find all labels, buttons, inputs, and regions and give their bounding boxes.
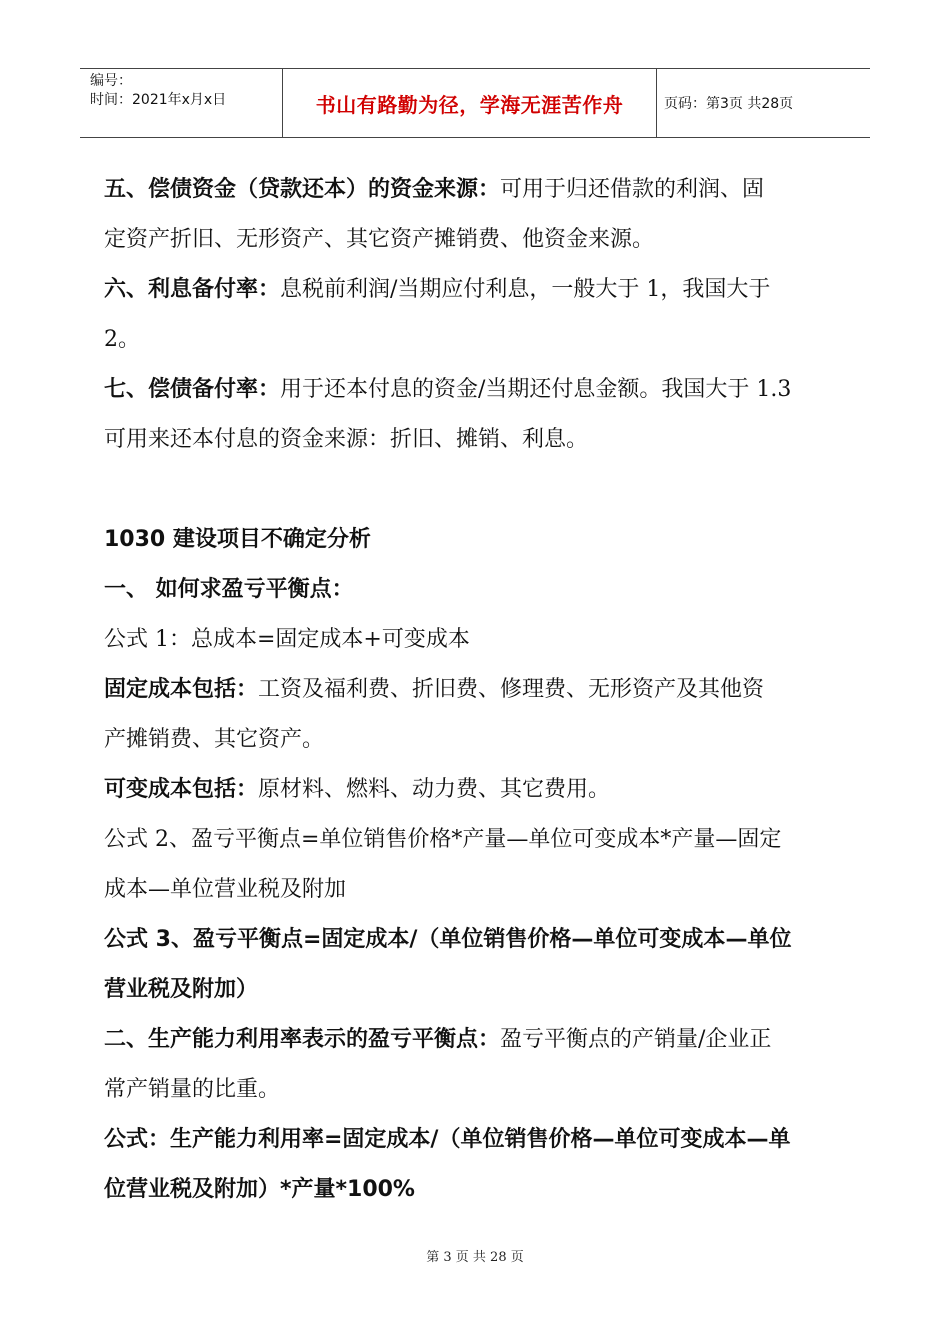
fixed-cost-line-2: 产摊销费、其它资产。 — [104, 727, 325, 752]
header-page-info: 页码：第3页 共28页 — [664, 96, 794, 112]
formula-2-line-2: 成本—单位营业税及附加 — [104, 877, 347, 902]
page-header — [80, 68, 870, 138]
part-2-line-1 — [104, 1015, 849, 1065]
section-5-heading: 五、偿债资金（贷款还本）的资金来源： — [104, 177, 501, 202]
section-6-heading: 六、利息备付率： — [104, 277, 281, 302]
section-7-text: 用于还本付息的资金/当期还付息金额。我国大于 1.3 — [280, 377, 792, 402]
part-1-heading: 一、 如何求盈亏平衡点： — [104, 577, 354, 602]
part-2-line-2: 常产销量的比重。 — [104, 1077, 281, 1102]
formula-2-line-1: 公式 2、盈亏平衡点=单位销售价格*产量—单位可变成本*产量—固定 — [104, 827, 782, 852]
variable-cost-text: 原材料、燃料、动力费、其它费用。 — [258, 777, 611, 802]
page-footer: 第 3 页 共 28 页 — [426, 1250, 524, 1265]
section-6-line-1 — [104, 265, 849, 315]
formula-4-line-2: 位营业税及附加）*产量*100% — [104, 1177, 415, 1202]
section-7-line-2: 可用来还本付息的资金来源：折旧、摊销、利息。 — [104, 427, 589, 452]
formula-3-line-1: 公式 3、盈亏平衡点=固定成本/（单位销售价格—单位可变成本—单位 — [104, 927, 792, 952]
variable-cost-heading: 可变成本包括： — [104, 777, 259, 802]
formula-4-line-1: 公式：生产能力利用率=固定成本/（单位销售价格—单位可变成本—单 — [104, 1127, 791, 1152]
header-motto: 书山有路勤为径，学海无涯苦作舟 — [282, 69, 657, 137]
section-5-line-2: 定资产折旧、无形资产、其它资产摊销费、他资金来源。 — [104, 227, 655, 252]
formula-3-line-2: 营业税及附加） — [104, 977, 259, 1002]
formula-1: 公式 1：总成本=固定成本+可变成本 — [104, 627, 470, 652]
number-label: 编号： — [90, 73, 132, 89]
variable-cost-line — [104, 765, 849, 815]
section-5-text: 可用于归还借款的利润、固 — [500, 177, 765, 202]
section-7-heading: 七、偿债备付率： — [104, 377, 281, 402]
fixed-cost-heading: 固定成本包括： — [104, 677, 259, 702]
fixed-cost-line-1 — [104, 665, 849, 715]
section-5-line-1 — [104, 165, 849, 215]
section-6-text: 息税前利润/当期应付利息，一般大于 1，我国大于 — [280, 277, 771, 302]
blank-line — [104, 465, 849, 515]
section-title-1030: 1030 建设项目不确定分析 — [104, 527, 371, 552]
part-2-heading: 二、生产能力利用率表示的盈亏平衡点： — [104, 1027, 501, 1052]
section-7-line-1 — [104, 365, 849, 415]
section-6-line-2: 2。 — [104, 327, 140, 352]
document-body — [104, 165, 849, 1215]
fixed-cost-text: 工资及福利费、折旧费、修理费、无形资产及其他资 — [258, 677, 765, 702]
header-meta — [80, 69, 282, 137]
time-label: 时间：2021年x月x日 — [90, 92, 227, 108]
part-2-text: 盈亏平衡点的产销量/企业正 — [500, 1027, 772, 1052]
